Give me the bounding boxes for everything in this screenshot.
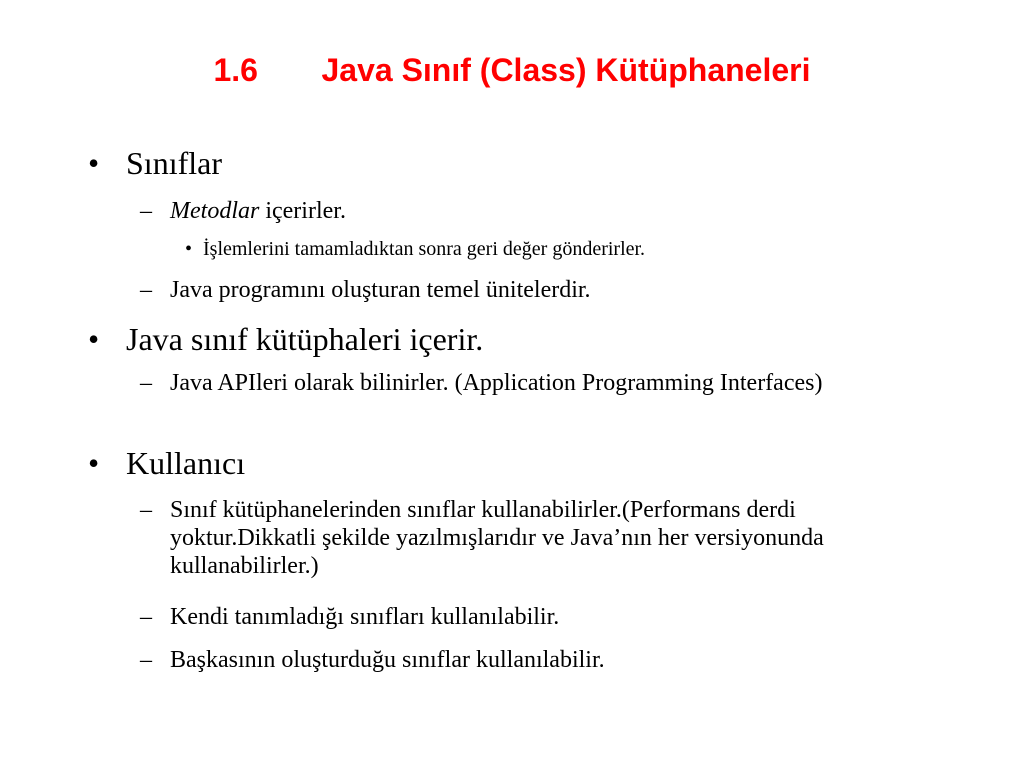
sub-bullet-text: Kendi tanımladığı sınıfları kullanılabilir. (170, 604, 560, 630)
bullet-marker: • (88, 145, 100, 181)
bullet-text: Sınıflar (126, 145, 222, 181)
bullet-text: Kullanıcı (126, 445, 246, 481)
bullet-classes (88, 145, 926, 181)
sub-bullet-text: Başkasının oluşturduğu sınıflar kullanılabilir. (170, 647, 605, 673)
methods-rest: içerirler. (259, 198, 346, 224)
sub-bullet-api (140, 369, 900, 397)
dash-marker: – (140, 198, 152, 224)
bullet-marker: • (88, 445, 100, 481)
title-number: 1.6 (213, 52, 258, 88)
dash-marker: – (140, 497, 152, 523)
bullet-marker: • (88, 321, 100, 357)
dash-marker: – (140, 604, 152, 630)
bullet-user (88, 445, 926, 481)
sub-bullet-text: Java programını oluşturan temel ünitelerdir. (170, 277, 591, 303)
bullet-marker: • (185, 238, 193, 260)
sub-bullet-performance (140, 496, 930, 580)
sub-sub-bullet-return (185, 237, 943, 261)
methods-italic: Metodlar (170, 198, 260, 224)
dash-marker: – (140, 277, 152, 303)
sub-bullet-others-classes (140, 646, 930, 674)
dash-marker: – (140, 647, 152, 673)
bullet-libraries (88, 321, 926, 357)
title-text: Java Sınıf (Class) Kütüphaneleri (321, 52, 811, 88)
sub-bullet-text: Sınıf kütüphanelerinden sınıflar kullanabilirler.(Performans derdi yoktur.Dikkatli şekilde yazılmışlarıdır ve Java’nın her versiyonunda kullanabilirler.) (170, 497, 824, 579)
dash-marker: – (140, 370, 152, 396)
sub-sub-bullet-text: İşlemlerini tamamladıktan sonra geri değer gönderirler. (203, 238, 646, 260)
sub-bullet-text: Java APIleri olarak bilinirler. (Application Programming Interfaces) (170, 370, 823, 396)
sub-bullet-units (140, 276, 930, 304)
sub-bullet-own-classes (140, 603, 930, 631)
sub-bullet-methods (140, 197, 930, 225)
bullet-text: Java sınıf kütüphaleri içerir. (126, 321, 484, 357)
